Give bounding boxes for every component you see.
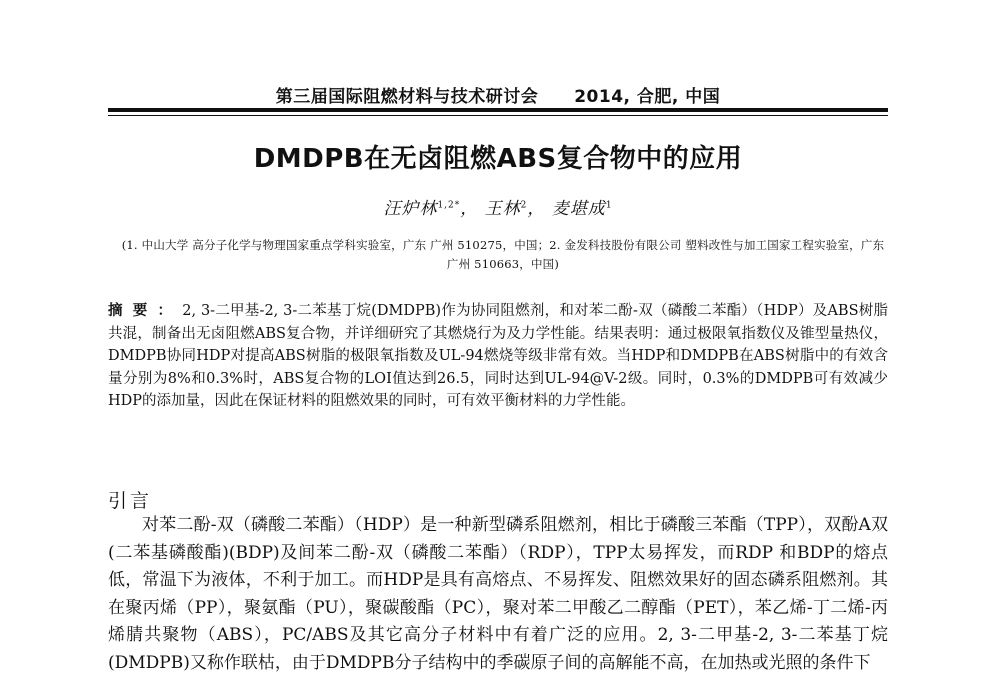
author-separator: ， — [460, 199, 479, 219]
introduction-body — [108, 512, 888, 677]
abstract — [108, 300, 888, 413]
header-rule-thick — [108, 108, 888, 112]
abstract-label: 摘要： — [108, 303, 183, 319]
author-separator: ， — [527, 199, 546, 219]
author-name: 麦堪成 — [551, 199, 606, 219]
section-heading-introduction: 引言 — [108, 490, 153, 512]
paper-title: DMDPB在无卤阻燃ABS复合物中的应用 — [253, 144, 743, 174]
header-rule-thin — [108, 115, 888, 116]
affiliations: (1. 中山大学 高分子化学与物理国家重点学科实验室，广东 广州 510275，中国；2. 金发科技股份有限公司 塑料改性与加工国家工程实验室，广东 广州 510663，中国) — [121, 238, 885, 271]
author-name: 汪炉林 — [383, 199, 438, 219]
conference-name: 第三届国际阻燃材料与技术研讨会 — [275, 87, 539, 107]
author-name: 王林 — [484, 199, 521, 219]
author-list — [108, 194, 888, 219]
conference-header — [108, 82, 888, 107]
author-affiliation-mark: 1,2* — [437, 200, 461, 211]
author-affiliation-mark: 1 — [605, 200, 613, 211]
conference-info: 2014, 合肥, 中国 — [574, 87, 721, 107]
author-affiliation-mark: 2 — [520, 200, 528, 211]
abstract-text: 2, 3-二甲基-2, 3-二苯基丁烷(DMDPB)作为协同阻燃剂，和对苯二酚-双（磷酸二苯酯）（HDP）及ABS树脂共混，制备出无卤阻燃ABS复合物，并详细研究了其燃烧行为及力学性能。结果表明：通过极限氧指数仪及锥型量热仪，DMDPB协同HDP对提高ABS树脂的极限氧指数及UL-94燃烧等级非常有效。当HDP和DMDPB在ABS树脂中的有效含量分别为8%和0.3%时，ABS复合物的LOI值达到26.5，同时达到UL-94@V-2级。同时，0.3%的DMDPB可有效减少HDP的添加量，因此在保证材料的阻燃效果的同时，可有效平衡材料的力学性能。 — [108, 303, 889, 409]
introduction-paragraph: 对苯二酚-双（磷酸二苯酯）（HDP）是一种新型磷系阻燃剂，相比于磷酸三苯酯（TPP），双酚A双(二苯基磷酸酯)(BDP)及间苯二酚-双（磷酸二苯酯）（RDP），TPP太易挥发，而RDP 和BDP的熔点低，常温下为液体，不利于加工。而HDP是具有高熔点、不易挥发、阻燃效果好的固态磷系阻燃剂。其在聚丙烯（PP），聚氨酯（PU），聚碳酸酯（PC），聚对苯二甲酸乙二醇酯（PET），苯乙烯-丁二烯-丙烯腈共聚物（ABS），PC/ABS及其它高分子材料中有着广泛的应用。2, 3-二甲基-2, 3-二苯基丁烷 (DMDPB)又称作联枯，由于DMDPB分子结构中的季碳原子间的高解能不高，在加热或光照的条件下 — [108, 515, 888, 673]
